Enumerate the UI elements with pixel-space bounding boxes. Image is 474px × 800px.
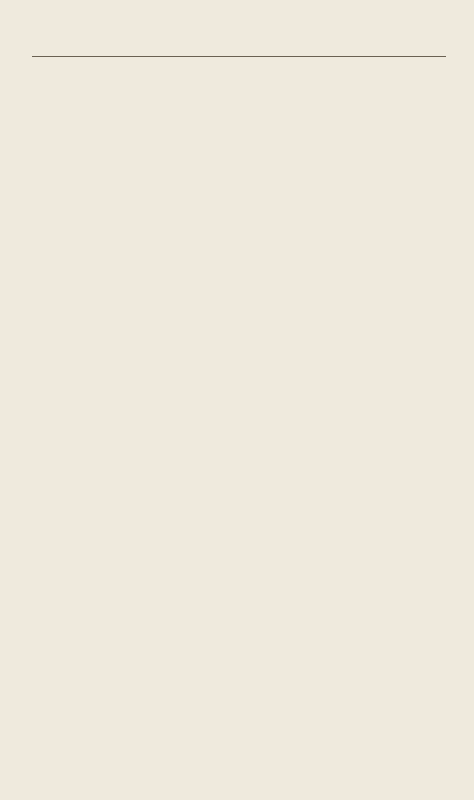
toc-top-block bbox=[32, 54, 446, 57]
toc-content bbox=[32, 54, 446, 57]
